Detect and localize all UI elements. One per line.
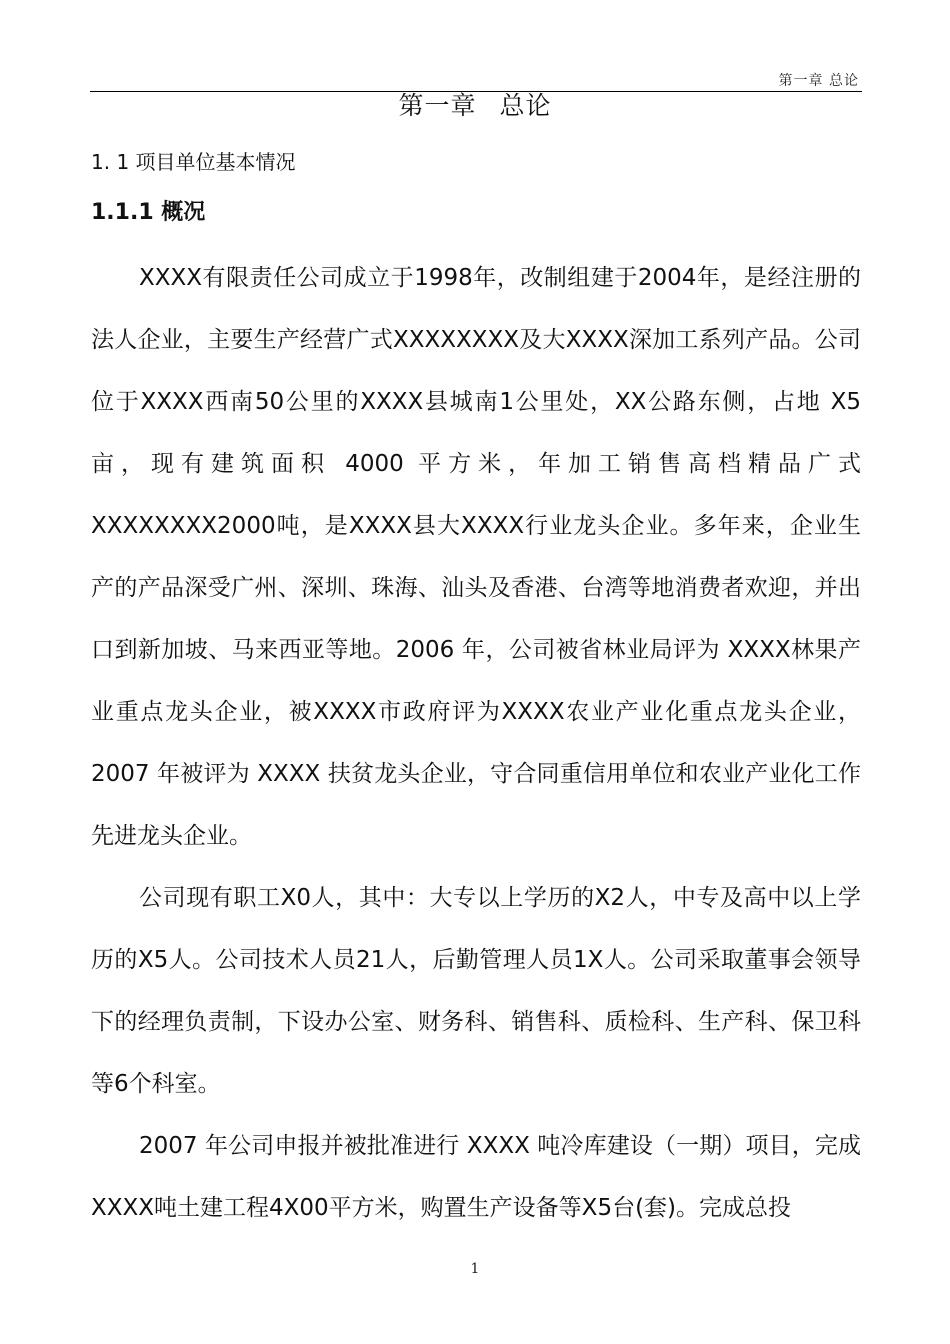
subsection-heading: 1.1.1 概况 bbox=[91, 200, 206, 225]
paragraph-staff: 公司现有职工X0人，其中：大专以上学历的X2人，中专及高中以上学历的X5人。公司技术人员21人，后勤管理人员1X人。公司采取董事会领导下的经理负责制，下设办公室、财务科、销售科、质检科、生产科、保卫科等6个科室。 bbox=[91, 885, 861, 1097]
body-text bbox=[91, 247, 861, 1239]
page-number: 1 bbox=[470, 1261, 480, 1277]
paragraph-project: 2007 年公司申报并被批准进行 XXXX 吨冷库建设（一期）项目，完成XXXX吨土建工程4X00平方米，购置生产设备等X5台(套)。完成总投 bbox=[91, 1133, 861, 1221]
paragraph-overview: XXXX有限责任公司成立于1998年，改制组建于2004年，是经注册的法人企业，主要生产经营广式XXXXXXXX及大XXXX深加工系列产品。公司位于XXXX西南50公里的XXXX县城南1公里处，XX公路东侧，占地 X5 亩，现有建筑面积 4000 平方米，年加工销售高档精品广式XXXXXXXX2000吨，是XXXX县大XXXX行业龙头企业。多年来，企业生产的产品深受广州、深圳、珠海、汕头及香港、台湾等地消费者欢迎，并出口到新加坡、马来西亚等地。2006 年，公司被省林业局评为 XXXX林果产业重点龙头企业，被XXXX市政府评为XXXX农业产业化重点龙头企业，2007 年被评为 XXXX 扶贫龙头企业，守合同重信用单位和农业产业化工作先进龙头企业。 bbox=[91, 265, 861, 849]
section-heading: 1. 1 项目单位基本情况 bbox=[91, 150, 296, 174]
chapter-title: 第一章 总论 bbox=[398, 91, 552, 120]
running-header: 第一章 总论 bbox=[778, 73, 859, 89]
